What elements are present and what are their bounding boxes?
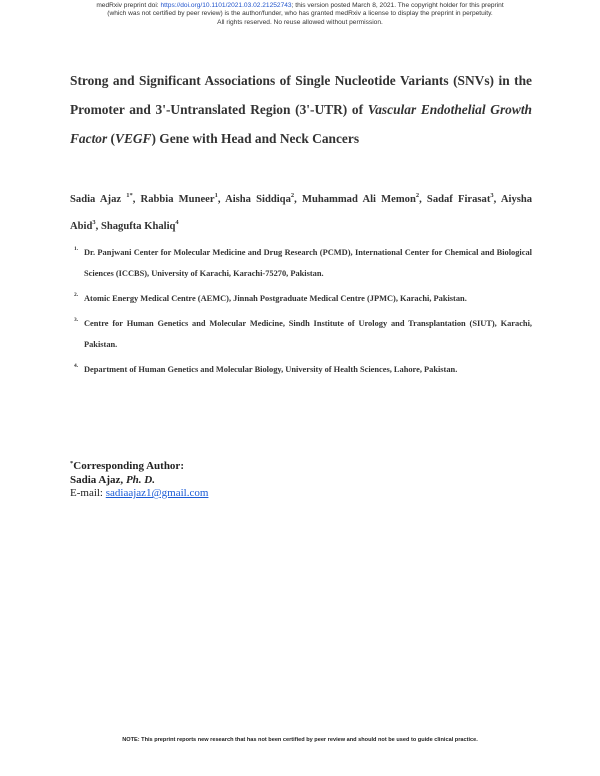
affiliation-item (70, 288, 532, 309)
header-suffix: ; this version posted March 8, 2021. The copyright holder for this preprint (291, 2, 504, 9)
header-line-1 (0, 2, 600, 10)
degree: Ph. D. (125, 473, 155, 486)
preprint-footer-note: NOTE: This preprint reports new research that has not been certified by peer review and should not be used to guide clinical practice. (122, 737, 478, 743)
affiliation-number: 4. (74, 363, 79, 369)
author: Shagufta Khaliq$^4$ (100, 219, 179, 232)
corresponding-author-block (70, 460, 370, 501)
title-part-2: ( (107, 131, 116, 146)
corresponding-star: * (70, 460, 74, 467)
affiliation-text: Department of Human Genetics and Molecular Biology, University of Health Sciences, Lahore, Pakistan. (84, 365, 458, 374)
author: Sadaf Firasat$^3$, (426, 192, 501, 205)
doi-link[interactable]: https://doi.org/10.1101/2021.03.02.21252743 (160, 2, 292, 9)
affiliation-item (70, 313, 532, 355)
email-link[interactable]: sadiaajaz1@gmail.com (105, 487, 209, 499)
affiliation-item (70, 242, 532, 284)
corresponding-author-label: *Corresponding Author: (70, 460, 184, 472)
affiliation-text: Centre for Human Genetics and Molecular Medicine, Sindh Institute of Urology and Transplantation (SIUT), Karachi, Pakistan. (84, 319, 532, 349)
affiliation-number: 1. (74, 246, 79, 252)
author: Sadia Ajaz $^{1*}$, (70, 192, 141, 205)
title-italic-gene-name: Vascular Endothelial Growth Factor (70, 102, 532, 146)
affiliation-number: 2. (74, 292, 79, 298)
corresponding-email-line: E-mail: sadiaajaz1@gmail.com (70, 487, 209, 499)
author: Muhammad Ali Memon$^2$, (301, 192, 427, 205)
author: Aisha Siddiqa$^2$, (225, 192, 302, 205)
author-list (70, 186, 532, 240)
header-line-2: (which was not certified by peer review) is the author/funder, who has granted medRxiv a license to display the preprint in perpetuity. (107, 10, 493, 18)
corresponding-author-name: Sadia Ajaz, Ph. D. (70, 473, 155, 486)
author: Rabbia Muneer$^1$, (140, 192, 226, 205)
header-prefix: medRxiv preprint doi: (96, 2, 161, 9)
preprint-header (0, 2, 600, 27)
affiliation-list (70, 242, 532, 384)
title-part-3: ) Gene with Head and Neck Cancers (151, 131, 360, 146)
title-part-1: Strong and Significant Associations of Single Nucleotide Variants (SNVs) in the Promoter and 3'-Untranslated Region (3'-UTR) of (70, 73, 532, 117)
author: Aiysha Abid$^3$, (70, 194, 533, 232)
title-italic-gene-symbol: VEGF (115, 131, 152, 146)
affiliation-text: Atomic Energy Medical Centre (AEMC), Jinnah Postgraduate Medical Centre (JPMC), Karachi, Pakistan. (84, 294, 467, 303)
paper-title (70, 66, 532, 153)
header-line-3: All rights reserved. No reuse allowed without permission. (217, 18, 383, 26)
affiliation-text: Dr. Panjwani Center for Molecular Medicine and Drug Research (PCMD), International Center for Chemical and Biological Sciences (ICCBS), University of Karachi, Karachi-75270, Pakistan. (84, 248, 532, 278)
affiliation-number: 3. (74, 317, 79, 323)
affiliation-item (70, 359, 532, 380)
